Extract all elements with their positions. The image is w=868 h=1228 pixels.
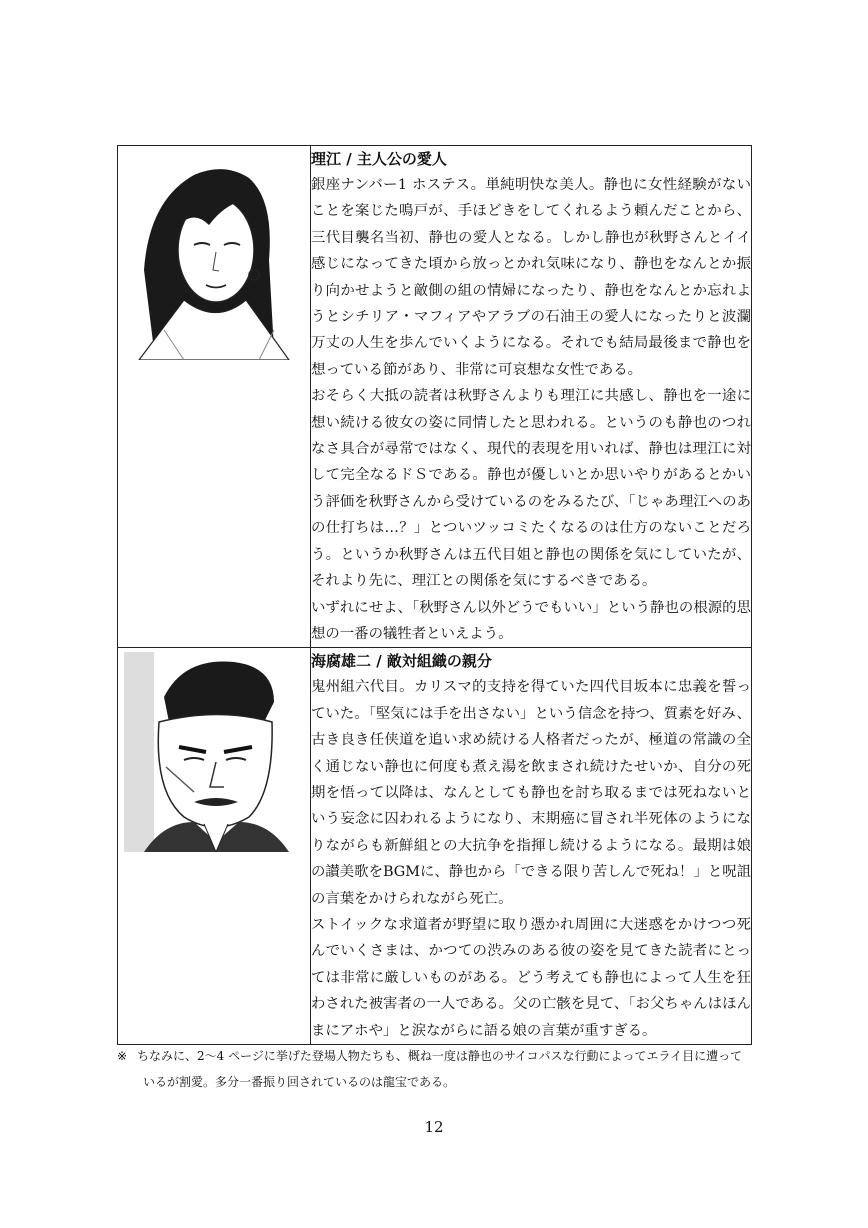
footnote-line: ちなみに、2～4 ページに挙げた登場人物たちも、概ね一度は静也のサイコパスな行動によってエライ目に遭って bbox=[137, 1049, 743, 1063]
character-title: 理江 / 主人公の愛人 bbox=[311, 150, 447, 168]
description-cell bbox=[311, 648, 752, 1045]
character-row bbox=[118, 146, 752, 648]
character-paragraph: 銀座ナンバー1 ホステス。単純明快な美人。静也に女性経験がないことを案じた鳴戸が、手ほどきをしてくれるよう頼んだことから、三代目襲名当初、静也の愛人となる。しかし静也が秋野さんとイイ感じになってきた頃から放っとかれ気味になり、静也をなんとか振り向かせようと敵側の組の情婦になったり、静也をなんとか忘れようとシチリア・マフィアやアラブの石油王の愛人になったりと波瀾万丈の人生を歩んでいくようになる。それでも結局最後まで静也を想っている節があり、非常に可哀想な女性である。 bbox=[311, 177, 751, 378]
character-paragraph: いずれにせよ、「秋野さん以外どうでもいい」という静也の根源的思想の一番の犠牲者といえよう。 bbox=[311, 599, 751, 642]
woman-portrait-icon bbox=[124, 150, 304, 360]
character-paragraph: ストイックな求道者が野望に取り憑かれ周囲に大迷惑をかけつつ死んでいくさまは、かつての渋みのある彼の姿を見てきた読者にとっては非常に厳しいものがある。どう考えても静也によって人生を狂わされた被害者の一人である。父の亡骸を見て、「お父ちゃんはほんまにアホや」と涙ながらに語る娘の言葉が重すぎる。 bbox=[311, 916, 751, 1039]
character-title: 海腐雄二 / 敵対組織の親分 bbox=[311, 652, 492, 671]
footnote-mark: ※ bbox=[117, 1049, 128, 1063]
footnote bbox=[117, 1043, 757, 1095]
portrait-cell bbox=[118, 146, 311, 648]
character-table bbox=[117, 145, 752, 1045]
page-number: 12 bbox=[424, 1118, 444, 1136]
character-row bbox=[118, 648, 752, 1045]
character-paragraph: おそらく大抵の読者は秋野さんよりも理江に共感し、静也を一途に想い続ける彼女の姿に同情したと思われる。というのも静也のつれなさ具合が尋常ではなく、現代的表現を用いれば、静也は理江に対して完全なるドＳである。静也が優しいとか思いやりがあるとかいう評価を秋野さんから受けているのをみるたび、「じゃあ理江へのあの仕打ちは…？」とついツッコミたくなるのは仕方のないことだろう。というか秋野さんは五代目姐と静也の関係を気にしていたが、それより先に、理江との関係を気にするべきである。 bbox=[311, 388, 751, 590]
description-cell bbox=[311, 146, 752, 648]
character-paragraph: 鬼州組六代目。カリスマ的支持を得ていた四代目坂本に忠義を誓っていた。「堅気には手を出さない」という信念を持つ、質素を好み、古き良き任侠道を追い求め続ける人格者だったが、極道の常識の全く通じない静也に何度も煮え湯を飲まされ続けたせいか、自分の死期を悟って以降は、なんとしても静也を討ち取るまでは死ねないという妄念に囚われるようになり、末期癌に冒され半死体のようになりながらも新鮮組との大抗争を指揮し続けるようになる。最期は娘の讃美歌をBGMに、静也から「できる限り苦しんで死ね！」と呪詛の言葉をかけられながら死亡。 bbox=[311, 679, 752, 907]
footnote-line: いるが割愛。多分一番振り回されているのは龍宝である。 bbox=[143, 1075, 456, 1089]
man-portrait-icon bbox=[124, 652, 304, 852]
portrait-cell bbox=[118, 648, 311, 1045]
